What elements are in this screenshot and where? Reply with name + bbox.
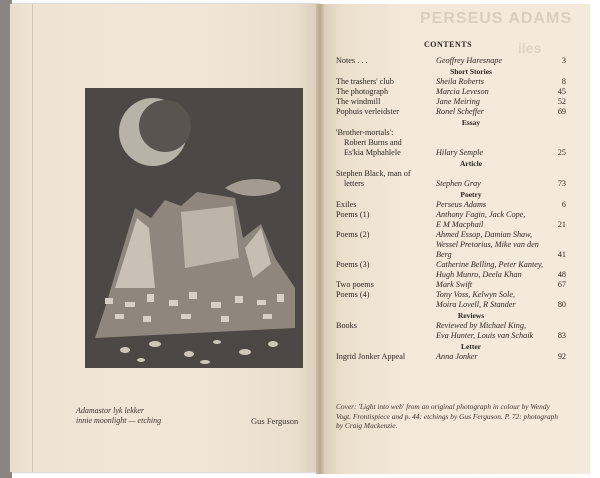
toc-entry [336, 97, 566, 107]
toc-entry-author: Sheila Roberts [436, 77, 484, 86]
toc-entry [336, 77, 566, 87]
toc-entry-author: Wessel Pretorius, Mike van den [436, 240, 539, 249]
toc-entry [336, 128, 566, 138]
toc-entry-page: 52 [557, 97, 566, 106]
etching-illustration [85, 88, 303, 368]
toc-entry-author: Stephen Gray [436, 179, 481, 188]
toc-section-heading: Poetry [460, 190, 482, 199]
toc-entry [336, 270, 566, 280]
toc-entry [336, 148, 566, 158]
toc-entry-title: The windmill [336, 97, 381, 106]
toc-entry-page: 3 [561, 56, 566, 65]
toc-entry [336, 280, 566, 290]
toc-entry-title: The trashers' club [336, 77, 394, 86]
show-through-text: PERSEUS ADAMS [420, 10, 572, 27]
toc-entry [336, 210, 566, 220]
toc-entry-title: Ingrid Jonker Appeal [336, 352, 406, 361]
artist-credit: Gus Ferguson [251, 416, 299, 426]
toc-entry-author: E M Macphail [436, 220, 484, 229]
toc-entry [336, 290, 566, 300]
margin [590, 0, 600, 478]
toc-entry-author: Catherine Belling, Peter Kantey, [436, 260, 544, 269]
cover-credit-note: Cover: 'Light into web' from an original photograph in colour by Wendy Vogt. Frontispiece and p. 44: etchings by Gus Ferguson. P. 72: photograph by Craig Mackenzie. [336, 402, 559, 430]
etching-caption [76, 406, 161, 426]
toc-entry [336, 230, 566, 240]
toc-entry [336, 56, 566, 66]
toc-entry [336, 331, 566, 341]
toc-entry-page: 92 [557, 352, 566, 361]
toc-entry-author: Ronel Scheffer [436, 107, 484, 116]
toc-entry-author: Jane Meiring [436, 97, 480, 106]
caption-line-1: Adamastor lyk lekker [76, 406, 144, 415]
toc-entry-author: Ahmed Essop, Damian Shaw, [436, 230, 533, 239]
toc-entry-author: Eva Hunter, Louis van Schaik [436, 331, 534, 340]
toc-entry-title: 'Brother-mortals': [336, 128, 394, 137]
toc-entry-title: Notes . . . [336, 56, 368, 65]
toc-entry-author: Anna Jonker [436, 352, 478, 361]
toc-entry-page: 8 [561, 77, 566, 86]
toc-entry-author: Tony Voss, Kelwyn Sole, [436, 290, 516, 299]
book-gutter [316, 4, 324, 474]
contents-heading: CONTENTS [424, 40, 473, 49]
toc-entry-author: Perseus Adams [436, 200, 487, 209]
toc-section-heading: Letter [461, 342, 481, 351]
toc-entry-author: Reviewed by Michael King, [436, 321, 527, 330]
toc-entry-title: Robert Burns and [344, 138, 402, 147]
toc-section-heading: Reviews [457, 311, 485, 320]
toc-entry-title: Poems (3) [336, 260, 370, 269]
toc-entry-page: 48 [557, 270, 566, 279]
toc-entry [336, 240, 566, 250]
toc-section-heading: Article [459, 159, 483, 168]
toc-entry-page: 21 [557, 220, 566, 229]
toc-section-heading: Short Stories [450, 67, 492, 76]
adamastor-moon-mountain-image [85, 88, 303, 368]
toc-entry-title: The photograph [336, 87, 389, 96]
toc-entry-title: Two poems [336, 280, 374, 289]
toc-entry [336, 169, 566, 179]
toc-entry-page: 83 [557, 331, 566, 340]
toc-section-heading: Essay [461, 118, 481, 127]
toc-entry-author: Hugh Munro, Deela Khan [436, 270, 522, 279]
table-of-contents [336, 56, 566, 362]
toc-entry-title: Exiles [336, 200, 357, 209]
toc-entry [336, 200, 566, 210]
toc-entry-title: Pophuis verleidster [336, 107, 399, 116]
toc-entry [336, 250, 566, 260]
toc-entry-author: Berg [436, 250, 452, 259]
toc-entry [336, 260, 566, 270]
toc-entry-page: 73 [557, 179, 566, 188]
toc-entry [336, 87, 566, 97]
toc-entry [336, 321, 566, 331]
toc-entry-title: Es'kia Mphahlele [344, 148, 401, 157]
toc-entry-title: Poems (1) [336, 210, 370, 219]
toc-entry-author: Hilary Semple [436, 148, 484, 157]
toc-entry-author: Anthony Fagin, Jack Cope, [436, 210, 526, 219]
show-through-text-2: iles [518, 40, 542, 56]
toc-entry-page: 69 [557, 107, 566, 116]
toc-entry-title: letters [344, 179, 365, 188]
caption-line-2: innie moonlight — etching [76, 416, 162, 425]
toc-entry [336, 138, 566, 148]
toc-entry-title: Poems (2) [336, 230, 370, 239]
toc-entry-page: 67 [557, 280, 566, 289]
toc-entry-author: Marcia Leveson [436, 87, 489, 96]
toc-entry-author: Geoffrey Haresnape [436, 56, 503, 65]
toc-entry [336, 352, 566, 362]
page-edge [32, 4, 33, 472]
toc-entry [336, 300, 566, 310]
toc-entry-page: 25 [557, 148, 566, 157]
toc-entry-title: Books [336, 321, 357, 330]
toc-entry-author: Moira Lovell, R Stander [436, 300, 516, 309]
toc-entry-page: 41 [557, 250, 566, 259]
toc-entry-author: Mark Swift [436, 280, 473, 289]
toc-entry-page: 6 [561, 200, 566, 209]
toc-entry-page: 80 [557, 300, 566, 309]
toc-entry [336, 220, 566, 230]
toc-entry-title: Stephen Black, man of [336, 169, 411, 178]
toc-entry-page: 45 [557, 87, 566, 96]
toc-entry [336, 107, 566, 117]
toc-entry-title: Poems (4) [336, 290, 370, 299]
toc-entry [336, 179, 566, 189]
